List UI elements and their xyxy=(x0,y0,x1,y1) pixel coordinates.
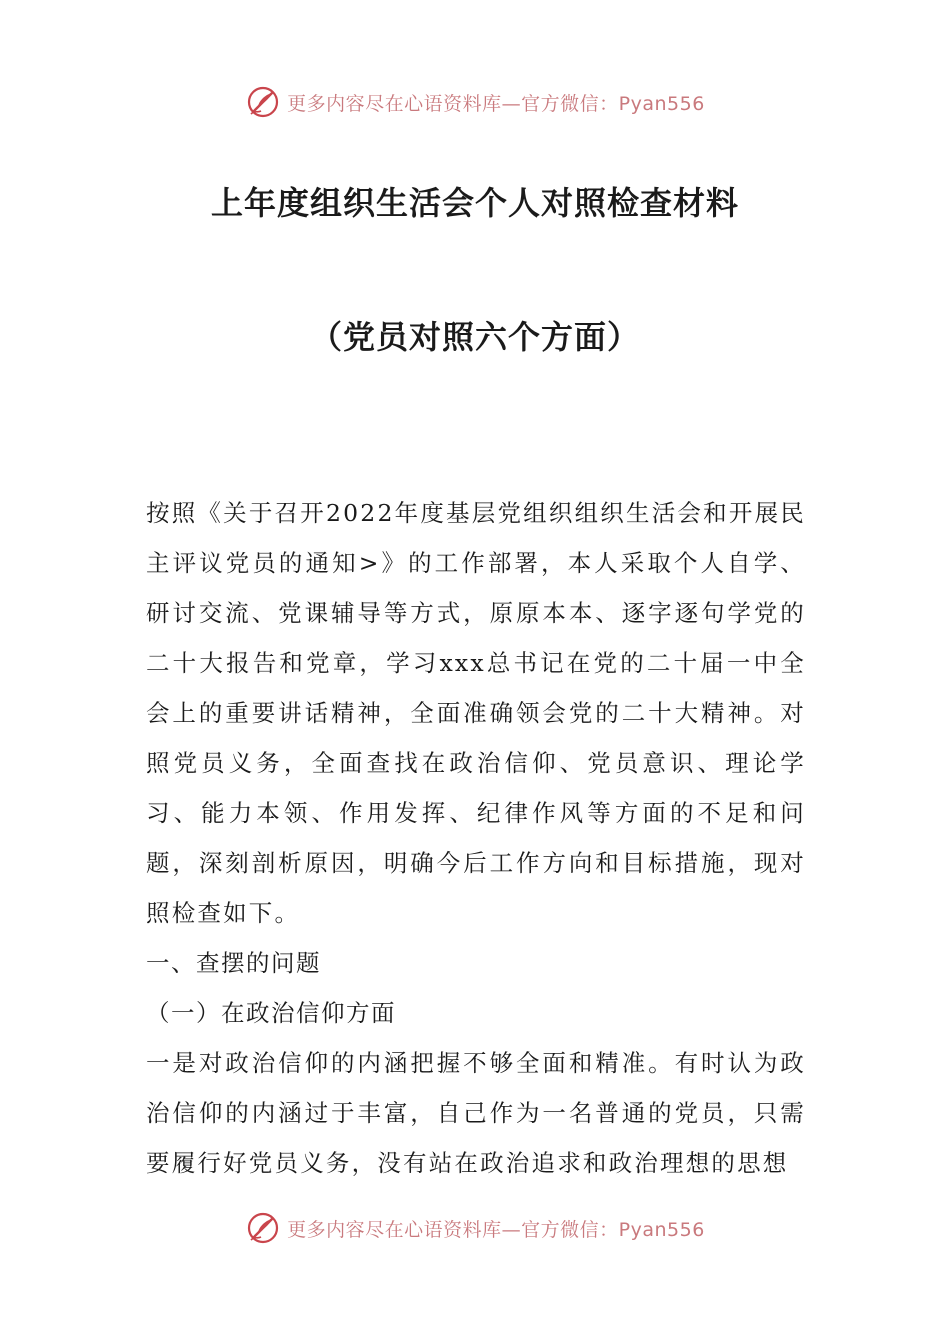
section-heading: 一、查摆的问题 xyxy=(146,949,321,977)
body-paragraph: 一是对政治信仰的内涵把握不够全面和精准。有时认为政治信仰的内涵过于丰富，自己作为一名普通的党员，只需要履行好党员义务，没有站在政治追求和政治理想的思想 xyxy=(146,1049,806,1177)
watermark-text: 更多内容尽在心语资料库—官方微信：Pyan556 xyxy=(287,1218,705,1241)
intro-paragraph: 按照《关于召开2022年度基层党组织组织生活会和开展民主评议党员的通知>》的工作部署，本人采取个人自学、研讨交流、党课辅导等方式，原原本本、逐字逐句学党的二十大报告和党章，学习xxx总书记在党的二十届一中全会上的重要讲话精神，全面准确领会党的二十大精神。对照党员义务，全面查找在政治信仰、党员意识、理论学习、能力本领、作用发挥、纪律作风等方面的不足和问题，深刻剖析原因，明确今后工作方向和目标措施，现对照检查如下。 xyxy=(146,499,806,927)
document-subtitle: （党员对照六个方面） xyxy=(309,318,640,356)
quill-logo-icon xyxy=(245,1210,281,1246)
quill-logo-icon xyxy=(245,84,281,120)
watermark-footer xyxy=(0,1210,950,1246)
subsection-heading: （一）在政治信仰方面 xyxy=(146,999,396,1027)
document-title: 上年度组织生活会个人对照检查材料 xyxy=(210,184,739,222)
watermark-wechat-id: Pyan556 xyxy=(618,92,705,115)
watermark-header xyxy=(0,84,950,120)
watermark-text: 更多内容尽在心语资料库—官方微信：Pyan556 xyxy=(287,92,705,115)
watermark-wechat-id: Pyan556 xyxy=(618,1218,705,1241)
document-body xyxy=(146,488,806,1188)
